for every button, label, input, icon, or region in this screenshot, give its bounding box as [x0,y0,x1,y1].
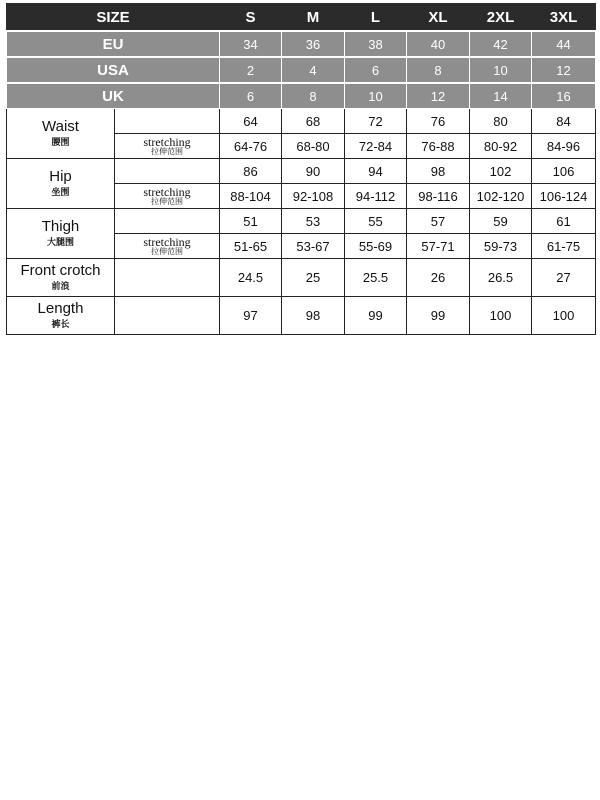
thigh-row [7,209,596,234]
table-cell: 26.5 [470,259,532,297]
stretching-label [115,234,220,259]
table-cell: 57 [407,209,470,234]
region-label-eu: EU [7,31,220,57]
table-cell: 98-116 [407,184,470,209]
table-cell: 76 [407,109,470,134]
table-cell: 100 [532,297,596,335]
table-cell: 72-84 [345,134,407,159]
hip-row [7,159,596,184]
table-cell: 61-75 [532,234,596,259]
waist-row [7,109,596,134]
table-cell: 53 [282,209,345,234]
measure-name-en: Hip [49,167,72,185]
size-col-3xl: 3XL [532,4,596,32]
table-cell: 36 [282,31,345,57]
measure-label-hip [7,159,115,209]
table-cell: 6 [220,83,282,109]
measure-label-thigh [7,209,115,259]
table-cell: 10 [470,57,532,83]
size-col-s: S [220,4,282,32]
table-cell: 84-96 [532,134,596,159]
table-cell: 72 [345,109,407,134]
table-cell: 98 [407,159,470,184]
table-cell: 16 [532,83,596,109]
table-cell: 34 [220,31,282,57]
measure-name-en: Thigh [41,217,80,235]
table-cell: 76-88 [407,134,470,159]
table-cell: 86 [220,159,282,184]
measure-label-front-crotch [7,259,115,297]
table-cell: 80-92 [470,134,532,159]
table-cell: 88-104 [220,184,282,209]
table-cell: 102 [470,159,532,184]
measure-name-en: Length [37,299,84,317]
region-label-uk: UK [7,83,220,109]
table-cell: 10 [345,83,407,109]
table-cell [115,259,220,297]
table-cell: 25 [282,259,345,297]
region-label-usa: USA [7,57,220,83]
table-cell: 102-120 [470,184,532,209]
front-crotch-row [7,259,596,297]
region-row-usa [7,57,596,83]
table-cell: 61 [532,209,596,234]
size-header-row [7,4,596,32]
size-col-l: L [345,4,407,32]
table-cell: 4 [282,57,345,83]
measure-name-en: Waist [42,117,79,135]
table-cell: 64 [220,109,282,134]
table-cell: 59 [470,209,532,234]
table-cell: 42 [470,31,532,57]
measure-label-length [7,297,115,335]
table-cell: 26 [407,259,470,297]
table-cell: 94 [345,159,407,184]
stretching-label-en: stretching [143,184,191,199]
table-cell: 84 [532,109,596,134]
table-cell: 6 [345,57,407,83]
table-cell: 99 [345,297,407,335]
stretching-label [115,134,220,159]
table-cell: 24.5 [220,259,282,297]
stretching-label-en: stretching [143,234,191,249]
table-cell: 2 [220,57,282,83]
measure-name-cn: 坐围 [51,187,70,198]
table-cell: 68-80 [282,134,345,159]
table-cell: 99 [407,297,470,335]
table-cell: 80 [470,109,532,134]
measure-name-cn: 腰围 [51,137,70,148]
table-cell: 51-65 [220,234,282,259]
size-label: SIZE [7,4,220,32]
table-cell: 97 [220,297,282,335]
measure-name-cn: 裤长 [51,319,70,330]
table-cell: 106-124 [532,184,596,209]
table-cell: 25.5 [345,259,407,297]
table-cell: 90 [282,159,345,184]
measure-name-cn: 大腿围 [46,237,74,248]
table-cell: 27 [532,259,596,297]
table-cell: 12 [407,83,470,109]
table-cell: 98 [282,297,345,335]
table-cell: 57-71 [407,234,470,259]
stretching-label-cn: 拉伸范围 [151,196,183,206]
region-row-eu [7,31,596,57]
stretching-label-en: stretching [143,134,191,149]
table-cell: 14 [470,83,532,109]
measure-name-en: Front crotch [20,261,101,279]
table-cell: 94-112 [345,184,407,209]
table-cell: 51 [220,209,282,234]
stretching-label-cn: 拉伸范围 [151,246,183,256]
table-cell: 92-108 [282,184,345,209]
table-cell [115,109,220,134]
table-cell [115,209,220,234]
table-cell: 8 [282,83,345,109]
table-cell: 55-69 [345,234,407,259]
size-col-xl: XL [407,4,470,32]
stretching-label [115,184,220,209]
size-chart-table [6,3,596,335]
table-cell: 53-67 [282,234,345,259]
table-cell: 12 [532,57,596,83]
size-col-2xl: 2XL [470,4,532,32]
table-cell: 64-76 [220,134,282,159]
table-cell: 106 [532,159,596,184]
table-cell: 55 [345,209,407,234]
table-cell: 8 [407,57,470,83]
measure-label-waist [7,109,115,159]
table-cell: 59-73 [470,234,532,259]
table-cell: 100 [470,297,532,335]
table-cell [115,297,220,335]
length-row [7,297,596,335]
size-col-m: M [282,4,345,32]
region-row-uk [7,83,596,109]
table-cell: 44 [532,31,596,57]
table-cell: 40 [407,31,470,57]
table-cell: 68 [282,109,345,134]
table-cell [115,159,220,184]
measure-name-cn: 前浪 [51,281,70,292]
stretching-label-cn: 拉伸范围 [151,146,183,156]
table-cell: 38 [345,31,407,57]
